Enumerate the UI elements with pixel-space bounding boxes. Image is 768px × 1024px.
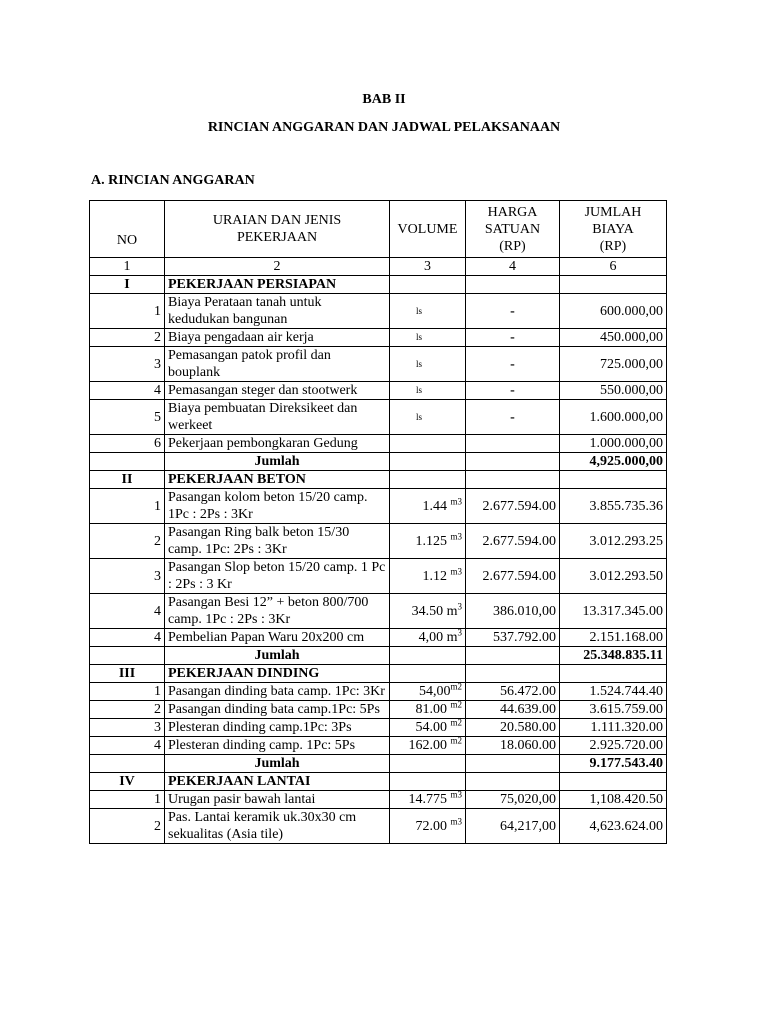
item-harga: 2.677.594.00 <box>466 559 560 594</box>
item-no: 2 <box>90 329 165 347</box>
empty-cell <box>466 755 560 773</box>
table-row <box>90 489 667 524</box>
group-title: PEKERJAAN DINDING <box>165 665 390 683</box>
item-no: 3 <box>90 559 165 594</box>
item-no: 2 <box>90 809 165 844</box>
item-volume <box>390 594 466 629</box>
volume-value: 1.12 <box>422 568 451 584</box>
empty-cell <box>390 453 466 471</box>
item-jumlah: 600.000,00 <box>560 294 667 329</box>
table-row <box>90 524 667 559</box>
item-volume <box>390 809 466 844</box>
empty-cell <box>390 773 466 791</box>
volume-value: 14.775 <box>408 792 451 807</box>
item-jumlah: 1.111.320.00 <box>560 719 667 737</box>
volume-value: 1.125 <box>415 533 451 549</box>
item-no: 1 <box>90 791 165 809</box>
colnum: 1 <box>90 258 165 276</box>
item-harga: 20.580.00 <box>466 719 560 737</box>
item-uraian: Pas. Lantai keramik uk.30x30 cm sekualitas (Asia tile) <box>165 809 390 844</box>
empty-cell <box>390 647 466 665</box>
item-volume <box>390 719 466 737</box>
item-no: 2 <box>90 524 165 559</box>
total-row <box>90 453 667 471</box>
volume-unit: m3 <box>450 565 462 576</box>
item-jumlah: 450.000,00 <box>560 329 667 347</box>
empty-cell <box>390 276 466 294</box>
item-no: 1 <box>90 489 165 524</box>
group-header-row <box>90 665 667 683</box>
item-no: 5 <box>90 400 165 435</box>
item-uraian: Urugan pasir bawah lantai <box>165 791 390 809</box>
volume-value: ls <box>416 358 423 369</box>
volume-value: 4,00 m <box>418 630 458 645</box>
empty-cell <box>390 471 466 489</box>
item-volume <box>390 435 466 453</box>
item-uraian: Pekerjaan pembongkaran Gedung <box>165 435 390 453</box>
total-label: Jumlah <box>165 647 390 665</box>
item-volume <box>390 382 466 400</box>
item-harga: 386.010,00 <box>466 594 560 629</box>
volume-value: 54,00 <box>418 684 451 699</box>
item-uraian: Biaya pembuatan Direksikeet dan werkeet <box>165 400 390 435</box>
group-roman: II <box>90 471 165 489</box>
item-volume <box>390 701 466 719</box>
item-volume <box>390 683 466 701</box>
item-jumlah: 1.524.744.40 <box>560 683 667 701</box>
chapter-subtitle: RINCIAN ANGGARAN DAN JADWAL PELAKSANAAN <box>207 120 561 135</box>
item-uraian: Plesteran dinding camp. 1Pc: 5Ps <box>165 737 390 755</box>
group-roman: IV <box>90 773 165 791</box>
total-row <box>90 755 667 773</box>
table-row <box>90 629 667 647</box>
colnum: 3 <box>390 258 466 276</box>
section-heading: A. RINCIAN ANGGARAN <box>91 173 255 188</box>
group-title: PEKERJAAN PERSIAPAN <box>165 276 390 294</box>
item-harga: 2.677.594.00 <box>466 524 560 559</box>
group-roman: I <box>90 276 165 294</box>
empty-cell <box>560 276 667 294</box>
item-harga: - <box>466 329 560 347</box>
empty-cell <box>390 755 466 773</box>
column-number-row <box>90 258 667 276</box>
item-harga: - <box>466 400 560 435</box>
item-jumlah: 13.317.345.00 <box>560 594 667 629</box>
item-harga: 64,217,00 <box>466 809 560 844</box>
header-volume: VOLUME <box>390 201 466 258</box>
item-volume <box>390 791 466 809</box>
table-row <box>90 329 667 347</box>
item-harga: 537.792.00 <box>466 629 560 647</box>
empty-cell <box>466 276 560 294</box>
group-header-row <box>90 773 667 791</box>
item-volume <box>390 329 466 347</box>
colnum: 4 <box>466 258 560 276</box>
item-no: 4 <box>90 594 165 629</box>
volume-value: 162.00 <box>408 738 451 753</box>
group-title: PEKERJAAN LANTAI <box>165 773 390 791</box>
item-no: 1 <box>90 294 165 329</box>
volume-value: ls <box>416 411 423 422</box>
volume-unit: 3 <box>457 600 462 611</box>
item-jumlah: 2.925.720.00 <box>560 737 667 755</box>
total-value: 4,925.000,00 <box>560 453 667 471</box>
item-uraian: Pasangan dinding bata camp. 1Pc: 3Kr <box>165 683 390 701</box>
item-no: 1 <box>90 683 165 701</box>
total-row <box>90 647 667 665</box>
empty-cell <box>560 665 667 683</box>
item-jumlah: 2.151.168.00 <box>560 629 667 647</box>
item-uraian: Pemasangan steger dan stootwerk <box>165 382 390 400</box>
volume-value: 34.50 m <box>411 603 458 619</box>
item-no: 4 <box>90 737 165 755</box>
item-uraian: Pasangan Ring balk beton 15/30 camp. 1Pc: 2Ps : 3Kr <box>165 524 390 559</box>
table-row <box>90 559 667 594</box>
empty-cell <box>90 453 165 471</box>
item-volume <box>390 629 466 647</box>
item-volume <box>390 489 466 524</box>
volume-unit: m3 <box>450 530 462 541</box>
item-harga: - <box>466 347 560 382</box>
item-uraian: Pembelian Papan Waru 20x200 cm <box>165 629 390 647</box>
item-volume <box>390 737 466 755</box>
item-jumlah: 1.600.000,00 <box>560 400 667 435</box>
group-roman: III <box>90 665 165 683</box>
item-uraian: Pasangan kolom beton 15/20 camp. 1Pc : 2Ps : 3Kr <box>165 489 390 524</box>
volume-unit: 3 <box>457 627 462 638</box>
item-uraian: Pasangan Slop beton 15/20 camp. 1 Pc : 2Ps : 3 Kr <box>165 559 390 594</box>
item-volume <box>390 294 466 329</box>
empty-cell <box>466 453 560 471</box>
item-harga: 18.060.00 <box>466 737 560 755</box>
empty-cell <box>466 647 560 665</box>
volume-unit: m2 <box>450 699 462 710</box>
volume-value: 81.00 <box>415 702 451 717</box>
volume-value: 1.44 <box>422 498 451 514</box>
item-no: 4 <box>90 382 165 400</box>
table-row <box>90 594 667 629</box>
table-header-row <box>90 201 667 258</box>
item-jumlah: 1,108.420.50 <box>560 791 667 809</box>
item-harga: 2.677.594.00 <box>466 489 560 524</box>
table-row <box>90 683 667 701</box>
item-volume <box>390 400 466 435</box>
item-jumlah: 550.000,00 <box>560 382 667 400</box>
item-uraian: Pasangan Besi 12” + beton 800/700 camp. 1Pc : 2Ps : 3Kr <box>165 594 390 629</box>
item-harga: 75,020,00 <box>466 791 560 809</box>
item-harga: - <box>466 294 560 329</box>
header-uraian: URAIAN DAN JENIS PEKERJAAN <box>165 201 390 258</box>
item-jumlah: 1.000.000,00 <box>560 435 667 453</box>
volume-value: 72.00 <box>415 818 451 834</box>
item-no: 2 <box>90 701 165 719</box>
colnum: 2 <box>165 258 390 276</box>
item-no: 6 <box>90 435 165 453</box>
item-no: 3 <box>90 347 165 382</box>
volume-value: ls <box>416 332 423 342</box>
item-no: 3 <box>90 719 165 737</box>
group-title: PEKERJAAN BETON <box>165 471 390 489</box>
item-jumlah: 3.012.293.25 <box>560 524 667 559</box>
empty-cell <box>466 471 560 489</box>
item-uraian: Biaya pengadaan air kerja <box>165 329 390 347</box>
volume-value: ls <box>416 305 423 316</box>
item-uraian: Biaya Perataan tanah untuk kedudukan bangunan <box>165 294 390 329</box>
item-uraian: Pemasangan patok profil dan bouplank <box>165 347 390 382</box>
header-jumlah: JUMLAH BIAYA (RP) <box>560 201 667 258</box>
group-header-row <box>90 276 667 294</box>
total-label: Jumlah <box>165 453 390 471</box>
budget-table <box>89 200 667 844</box>
empty-cell <box>560 471 667 489</box>
item-jumlah: 3.012.293.50 <box>560 559 667 594</box>
item-no: 4 <box>90 629 165 647</box>
item-jumlah: 725.000,00 <box>560 347 667 382</box>
item-volume <box>390 559 466 594</box>
volume-unit: m2 <box>450 717 462 728</box>
total-value: 25.348.835.11 <box>560 647 667 665</box>
group-header-row <box>90 471 667 489</box>
item-harga: 56.472.00 <box>466 683 560 701</box>
empty-cell <box>90 755 165 773</box>
item-volume <box>390 347 466 382</box>
item-harga: 44.639.00 <box>466 701 560 719</box>
table-row <box>90 347 667 382</box>
volume-value: 54.00 <box>415 720 451 735</box>
volume-unit: m3 <box>450 495 462 506</box>
table-row <box>90 382 667 400</box>
header-harga: HARGA SATUAN (RP) <box>466 201 560 258</box>
chapter-title: BAB II <box>362 92 406 107</box>
item-uraian: Plesteran dinding camp.1Pc: 3Ps <box>165 719 390 737</box>
table-row <box>90 435 667 453</box>
header-no: NO <box>90 201 165 258</box>
item-jumlah: 3.615.759.00 <box>560 701 667 719</box>
item-volume <box>390 524 466 559</box>
volume-unit: m3 <box>450 789 462 800</box>
colnum: 6 <box>560 258 667 276</box>
volume-value: ls <box>416 385 423 395</box>
empty-cell <box>560 773 667 791</box>
table-row <box>90 719 667 737</box>
volume-unit: m3 <box>450 815 462 826</box>
table-row <box>90 400 667 435</box>
empty-cell <box>466 773 560 791</box>
item-jumlah: 4,623.624.00 <box>560 809 667 844</box>
item-harga: - <box>466 382 560 400</box>
item-jumlah: 3.855.735.36 <box>560 489 667 524</box>
table-row <box>90 791 667 809</box>
total-label: Jumlah <box>165 755 390 773</box>
item-harga <box>466 435 560 453</box>
table-row <box>90 737 667 755</box>
volume-unit: m2 <box>450 681 462 692</box>
empty-cell <box>466 665 560 683</box>
table-row <box>90 701 667 719</box>
table-row <box>90 809 667 844</box>
item-uraian: Pasangan dinding bata camp.1Pc: 5Ps <box>165 701 390 719</box>
table-row <box>90 294 667 329</box>
total-value: 9.177.543.40 <box>560 755 667 773</box>
volume-unit: m2 <box>450 735 462 746</box>
empty-cell <box>390 665 466 683</box>
empty-cell <box>90 647 165 665</box>
